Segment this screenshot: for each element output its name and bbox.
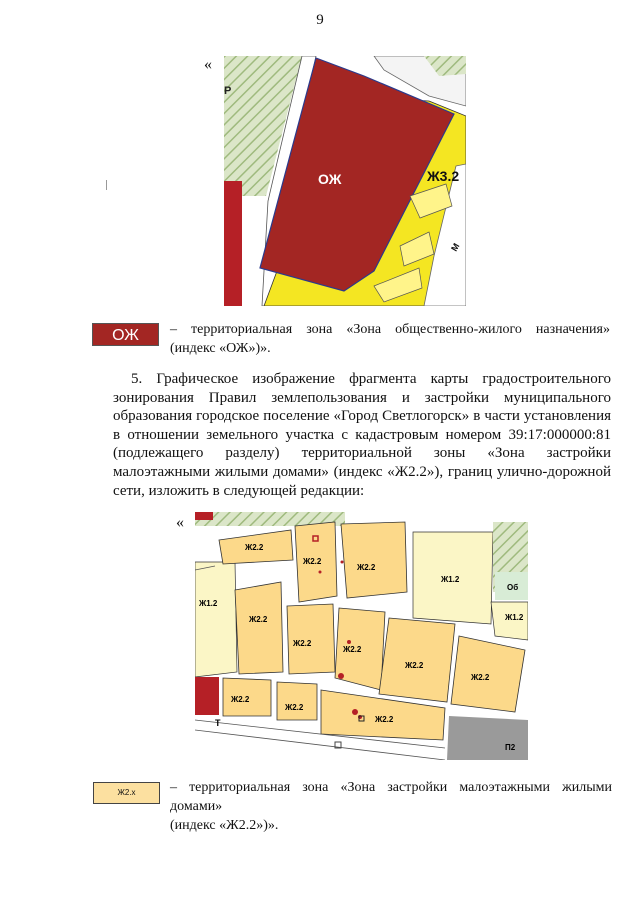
legend-text-oz-line2: (индекс «ОЖ»)».	[170, 341, 271, 356]
margin-mark	[106, 180, 107, 190]
legend-swatch-oz: ОЖ	[92, 323, 159, 346]
map2-label-f: Ж1.2	[199, 599, 218, 608]
block-n	[277, 682, 317, 720]
red-zone-left	[224, 181, 242, 306]
zoning-map-fragment-2	[195, 512, 528, 760]
map2-label-h: Ж2.2	[293, 639, 312, 648]
map2-label-l: Ж2.2	[471, 673, 490, 682]
map2-label-k: Ж1.2	[505, 613, 524, 622]
legend-text-zh2-line1: – территориальная зона «Зона застройки малоэтажными жилыми домами»	[170, 780, 612, 814]
map1-opening-quote: «	[204, 56, 212, 73]
map2-label-q: П2	[505, 743, 516, 752]
zone-zh1-2-left	[195, 562, 237, 677]
map2-label-m: Ж2.2	[231, 695, 250, 704]
map2-label-n: Ж2.2	[285, 703, 304, 712]
paragraph-5: 5. Графическое изображение фрагмента карты градостроительного зонирования Правил землепользования и застройки муниципального образования городское поселение «Город Светлогорск» в части установления в отношении земельного участка с кадастровым номером 39:17:000000:81 (подлежащего разделу) территориальной зоны «Зона застройки малоэтажными жилыми домами» (индекс «Ж2.2»), границ улично-дорожной сети, изложить в следующей редакции:	[113, 371, 611, 499]
map2-label-i: Ж2.2	[343, 645, 362, 654]
map2-opening-quote: «	[176, 514, 184, 531]
map1-label-partial-road: М	[449, 241, 462, 253]
map2-label-e: Об	[507, 583, 519, 592]
map2-label-b: Ж2.2	[303, 557, 322, 566]
legend-text-zh2	[170, 778, 612, 835]
block-c	[341, 522, 407, 598]
legend-swatch-zh2: Ж2.х	[93, 782, 160, 804]
map2-label-p: Т	[215, 718, 221, 728]
map2-label-o: Ж2.2	[375, 715, 394, 724]
legend-text-zh2-line2: (индекс «Ж2.2»)».	[170, 818, 279, 833]
zone-p2	[447, 716, 528, 760]
map2-label-j: Ж2.2	[405, 661, 424, 670]
page-number: 9	[316, 12, 324, 28]
map2-label-g: Ж2.2	[249, 615, 268, 624]
zoning-map-fragment-1	[224, 56, 466, 306]
red-zone-left	[195, 677, 219, 715]
map2-label-c: Ж2.2	[357, 563, 376, 572]
map1-label-partial-left: Р	[224, 85, 232, 97]
block-g	[235, 582, 283, 674]
block-j	[379, 618, 455, 702]
map2-label-a: Ж2.2	[245, 543, 264, 552]
map1-label-oz: ОЖ	[318, 171, 342, 187]
top-strip-red	[195, 512, 213, 520]
legend-text-oz	[170, 320, 610, 358]
legend-text-oz-line1: – территориальная зона «Зона общественно-жилого назначения»	[170, 322, 610, 337]
map1-label-zh3-2: Ж3.2	[427, 168, 460, 184]
map2-label-d: Ж1.2	[441, 575, 460, 584]
